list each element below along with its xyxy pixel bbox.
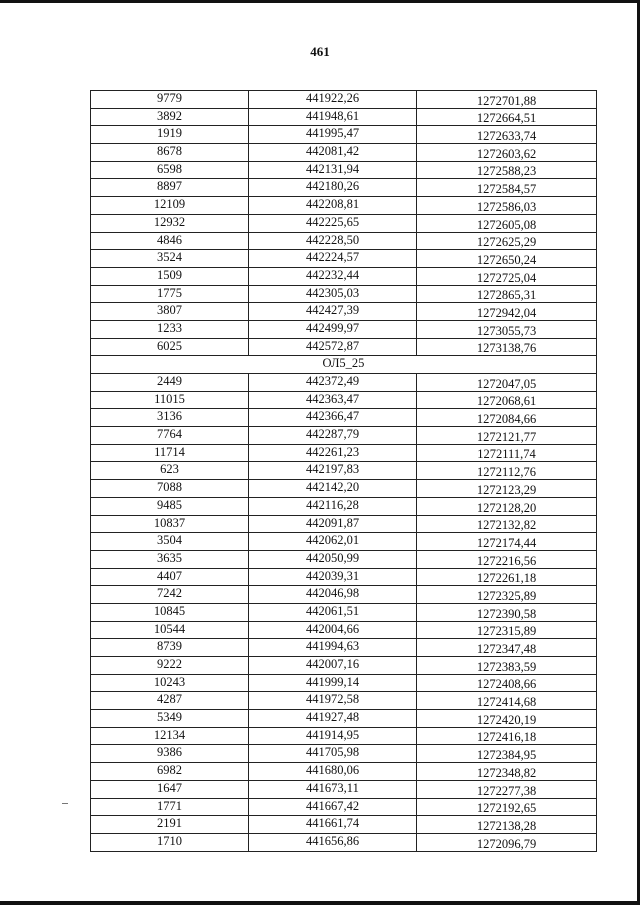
y-coordinate-cell: 1272192,65 [417, 798, 597, 816]
table-row [91, 692, 597, 710]
y-coordinate-cell: 1272383,59 [417, 657, 597, 675]
x-coordinate-cell: 442225,65 [249, 214, 417, 232]
table-row [91, 108, 597, 126]
table-row [91, 303, 597, 321]
table-row [91, 250, 597, 268]
point-number-cell: 10243 [91, 674, 249, 692]
y-coordinate-cell: 1272121,77 [417, 427, 597, 445]
x-coordinate-cell: 442180,26 [249, 179, 417, 197]
point-number-cell: 5349 [91, 710, 249, 728]
point-number-cell: 3524 [91, 250, 249, 268]
x-coordinate-cell: 441656,86 [249, 833, 417, 851]
point-number-cell: 623 [91, 462, 249, 480]
x-coordinate-cell: 441972,58 [249, 692, 417, 710]
y-coordinate-cell: 1272216,56 [417, 550, 597, 568]
x-coordinate-cell: 442081,42 [249, 144, 417, 162]
x-coordinate-cell: 441995,47 [249, 126, 417, 144]
y-coordinate-cell: 1272123,29 [417, 480, 597, 498]
point-number-cell: 1647 [91, 780, 249, 798]
point-number-cell: 1771 [91, 798, 249, 816]
point-number-cell: 7242 [91, 586, 249, 604]
x-coordinate-cell: 441914,95 [249, 727, 417, 745]
y-coordinate-cell: 1272625,29 [417, 232, 597, 250]
page-number: 461 [310, 44, 330, 59]
table-row [91, 161, 597, 179]
point-number-cell: 4287 [91, 692, 249, 710]
x-coordinate-cell: 442131,94 [249, 161, 417, 179]
table-row [91, 833, 597, 851]
x-coordinate-cell: 442046,98 [249, 586, 417, 604]
x-coordinate-cell: 442039,31 [249, 568, 417, 586]
table-row [91, 197, 597, 215]
y-coordinate-cell: 1272586,03 [417, 197, 597, 215]
x-coordinate-cell: 442427,39 [249, 303, 417, 321]
point-number-cell: 7764 [91, 427, 249, 445]
point-number-cell: 8678 [91, 144, 249, 162]
x-coordinate-cell: 442197,83 [249, 462, 417, 480]
x-coordinate-cell: 441673,11 [249, 780, 417, 798]
x-coordinate-cell: 442287,79 [249, 427, 417, 445]
y-coordinate-cell: 1272096,79 [417, 833, 597, 851]
point-number-cell: 8897 [91, 179, 249, 197]
table-row [91, 285, 597, 303]
point-number-cell: 3635 [91, 550, 249, 568]
x-coordinate-cell: 442305,03 [249, 285, 417, 303]
table-row [91, 710, 597, 728]
point-number-cell: 3136 [91, 409, 249, 427]
table-row [91, 427, 597, 445]
x-coordinate-cell: 441948,61 [249, 108, 417, 126]
table-row [91, 550, 597, 568]
table-row [91, 586, 597, 604]
table-row [91, 214, 597, 232]
x-coordinate-cell: 442116,28 [249, 497, 417, 515]
x-coordinate-cell: 442572,87 [249, 338, 417, 356]
table-row [91, 126, 597, 144]
table-row [91, 780, 597, 798]
point-number-cell: 1919 [91, 126, 249, 144]
table-row [91, 798, 597, 816]
point-number-cell: 4846 [91, 232, 249, 250]
point-number-cell: 1710 [91, 833, 249, 851]
x-coordinate-cell: 442224,57 [249, 250, 417, 268]
y-coordinate-cell: 1272588,23 [417, 161, 597, 179]
y-coordinate-cell: 1272112,76 [417, 462, 597, 480]
x-coordinate-cell: 442142,20 [249, 480, 417, 498]
point-number-cell: 1775 [91, 285, 249, 303]
y-coordinate-cell: 1273055,73 [417, 320, 597, 338]
x-coordinate-cell: 442007,16 [249, 657, 417, 675]
table-row [91, 374, 597, 392]
y-coordinate-cell: 1272420,19 [417, 710, 597, 728]
y-coordinate-cell: 1272068,61 [417, 391, 597, 409]
table-row [91, 91, 597, 109]
point-number-cell: 12134 [91, 727, 249, 745]
page-border-bottom [0, 901, 640, 905]
table-row [91, 320, 597, 338]
y-coordinate-cell: 1272277,38 [417, 780, 597, 798]
y-coordinate-cell: 1272865,31 [417, 285, 597, 303]
point-number-cell: 12932 [91, 214, 249, 232]
x-coordinate-cell: 441994,63 [249, 639, 417, 657]
point-number-cell: 6025 [91, 338, 249, 356]
point-number-cell: 10845 [91, 603, 249, 621]
table-row [91, 621, 597, 639]
table-row [91, 745, 597, 763]
x-coordinate-cell: 442050,99 [249, 550, 417, 568]
table-row [91, 763, 597, 781]
point-number-cell: 9386 [91, 745, 249, 763]
y-coordinate-cell: 1272111,74 [417, 444, 597, 462]
y-coordinate-cell: 1272128,20 [417, 497, 597, 515]
x-coordinate-cell: 442061,51 [249, 603, 417, 621]
y-coordinate-cell: 1272174,44 [417, 533, 597, 551]
y-coordinate-cell: 1272138,28 [417, 816, 597, 834]
table-row [91, 515, 597, 533]
y-coordinate-cell: 1273138,76 [417, 338, 597, 356]
point-number-cell: 10837 [91, 515, 249, 533]
y-coordinate-cell: 1272584,57 [417, 179, 597, 197]
point-number-cell: 4407 [91, 568, 249, 586]
table-row [91, 480, 597, 498]
x-coordinate-cell: 442499,97 [249, 320, 417, 338]
table-row [91, 232, 597, 250]
x-coordinate-cell: 442261,23 [249, 444, 417, 462]
point-number-cell: 9779 [91, 91, 249, 109]
point-number-cell: 9485 [91, 497, 249, 515]
page-border-top [0, 0, 640, 3]
x-coordinate-cell: 441927,48 [249, 710, 417, 728]
point-number-cell: 6598 [91, 161, 249, 179]
table-row [91, 639, 597, 657]
x-coordinate-cell: 442004,66 [249, 621, 417, 639]
point-number-cell: 2191 [91, 816, 249, 834]
table-row [91, 444, 597, 462]
section-row [91, 356, 597, 374]
y-coordinate-cell: 1272603,62 [417, 144, 597, 162]
table-row [91, 144, 597, 162]
y-coordinate-cell: 1272347,48 [417, 639, 597, 657]
y-coordinate-cell: 1272384,95 [417, 745, 597, 763]
y-coordinate-cell: 1272725,04 [417, 267, 597, 285]
y-coordinate-cell: 1272315,89 [417, 621, 597, 639]
x-coordinate-cell: 441922,26 [249, 91, 417, 109]
y-coordinate-cell: 1272325,89 [417, 586, 597, 604]
x-coordinate-cell: 441680,06 [249, 763, 417, 781]
table-row [91, 727, 597, 745]
y-coordinate-cell: 1272132,82 [417, 515, 597, 533]
point-number-cell: 1233 [91, 320, 249, 338]
x-coordinate-cell: 442062,01 [249, 533, 417, 551]
y-coordinate-cell: 1272633,74 [417, 126, 597, 144]
coordinates-table [90, 90, 597, 852]
x-coordinate-cell: 442208,81 [249, 197, 417, 215]
x-coordinate-cell: 442232,44 [249, 267, 417, 285]
table-row [91, 338, 597, 356]
point-number-cell: 11714 [91, 444, 249, 462]
x-coordinate-cell: 441661,74 [249, 816, 417, 834]
x-coordinate-cell: 442366,47 [249, 409, 417, 427]
table-row [91, 816, 597, 834]
point-number-cell: 3504 [91, 533, 249, 551]
scan-mark [62, 803, 68, 804]
x-coordinate-cell: 442091,87 [249, 515, 417, 533]
x-coordinate-cell: 441705,98 [249, 745, 417, 763]
table-row [91, 603, 597, 621]
point-number-cell: 3807 [91, 303, 249, 321]
table-row [91, 674, 597, 692]
table-row [91, 657, 597, 675]
table-row [91, 497, 597, 515]
point-number-cell: 2449 [91, 374, 249, 392]
table-row [91, 568, 597, 586]
x-coordinate-cell: 442363,47 [249, 391, 417, 409]
y-coordinate-cell: 1272261,18 [417, 568, 597, 586]
table-row [91, 267, 597, 285]
x-coordinate-cell: 442228,50 [249, 232, 417, 250]
point-number-cell: 6982 [91, 763, 249, 781]
table-row [91, 179, 597, 197]
point-number-cell: 9222 [91, 657, 249, 675]
point-number-cell: 10544 [91, 621, 249, 639]
x-coordinate-cell: 442372,49 [249, 374, 417, 392]
y-coordinate-cell: 1272408,66 [417, 674, 597, 692]
section-label: ОЛ5_25 [91, 356, 597, 374]
y-coordinate-cell: 1272390,58 [417, 603, 597, 621]
point-number-cell: 7088 [91, 480, 249, 498]
table-row [91, 533, 597, 551]
point-number-cell: 11015 [91, 391, 249, 409]
y-coordinate-cell: 1272084,66 [417, 409, 597, 427]
y-coordinate-cell: 1272414,68 [417, 692, 597, 710]
point-number-cell: 12109 [91, 197, 249, 215]
y-coordinate-cell: 1272348,82 [417, 763, 597, 781]
y-coordinate-cell: 1272047,05 [417, 374, 597, 392]
y-coordinate-cell: 1272701,88 [417, 91, 597, 109]
y-coordinate-cell: 1272942,04 [417, 303, 597, 321]
table-row [91, 391, 597, 409]
table-row [91, 409, 597, 427]
x-coordinate-cell: 441667,42 [249, 798, 417, 816]
point-number-cell: 1509 [91, 267, 249, 285]
point-number-cell: 3892 [91, 108, 249, 126]
point-number-cell: 8739 [91, 639, 249, 657]
y-coordinate-cell: 1272416,18 [417, 727, 597, 745]
y-coordinate-cell: 1272605,08 [417, 214, 597, 232]
x-coordinate-cell: 441999,14 [249, 674, 417, 692]
y-coordinate-cell: 1272650,24 [417, 250, 597, 268]
y-coordinate-cell: 1272664,51 [417, 108, 597, 126]
coordinates-table-body [91, 91, 597, 852]
table-row [91, 462, 597, 480]
